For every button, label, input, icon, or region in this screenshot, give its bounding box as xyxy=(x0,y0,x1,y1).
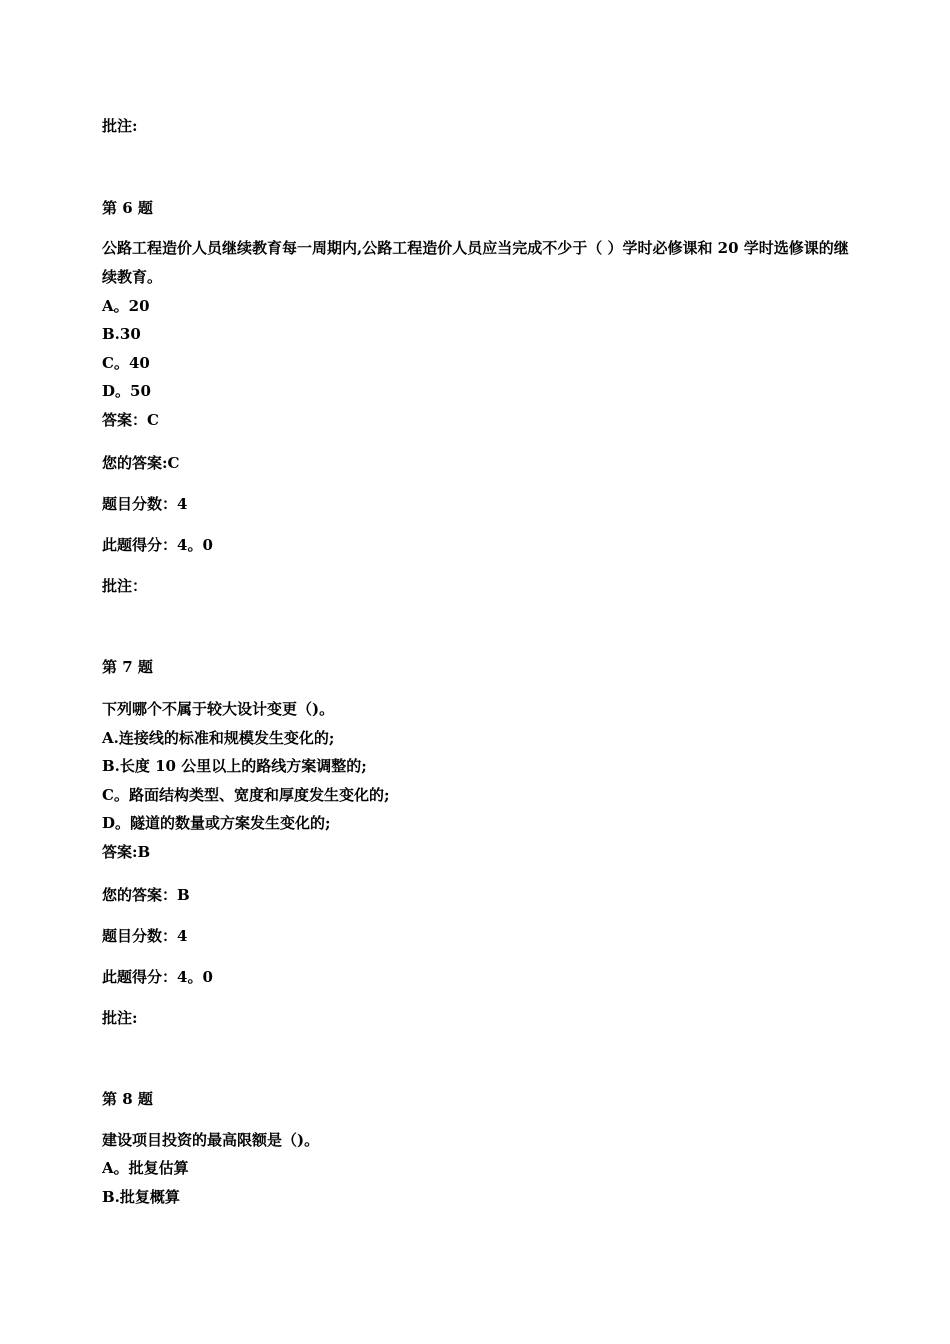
q7-got: 此题得分：4。0 xyxy=(102,968,213,986)
q6-option-a: A。20 xyxy=(102,297,150,315)
q7-score: 题目分数：4 xyxy=(102,927,188,945)
q7-your-answer: 您的答案：B xyxy=(102,886,190,904)
q7-option-d: D。隧道的数量或方案发生变化的; xyxy=(102,814,331,832)
q7-answer: 答案:B xyxy=(102,843,151,861)
q8-title: 第 8 题 xyxy=(102,1090,153,1108)
q6-option-c: C。40 xyxy=(102,354,150,372)
top-note: 批注: xyxy=(102,117,138,135)
q7-option-a: A.连接线的标准和规模发生变化的; xyxy=(102,729,335,747)
q7-note: 批注: xyxy=(102,1009,138,1027)
q8-option-b: B.批复概算 xyxy=(102,1188,180,1206)
q8-stem: 建设项目投资的最高限额是（)。 xyxy=(102,1131,320,1149)
q7-option-c: C。路面结构类型、宽度和厚度发生变化的; xyxy=(102,786,390,804)
q8-option-a: A。批复估算 xyxy=(102,1159,189,1177)
q7-stem: 下列哪个不属于较大设计变更（)。 xyxy=(102,700,335,718)
q7-title: 第 7 题 xyxy=(102,658,153,676)
q6-note: 批注： xyxy=(102,577,148,595)
q6-score: 题目分数：4 xyxy=(102,495,188,513)
q6-stem: 公路工程造价人员继续教育每一周期内,公路工程造价人员应当完成不少于（ ）学时必修课和 20 学时选修课的继续教育。 xyxy=(102,239,849,286)
q7-option-b: B.长度 10 公里以上的路线方案调整的; xyxy=(102,757,367,775)
q6-your-answer: 您的答案:C xyxy=(102,454,180,472)
q6-title: 第 6 题 xyxy=(102,199,153,217)
q6-option-b: B.30 xyxy=(102,325,141,343)
q6-got: 此题得分：4。0 xyxy=(102,536,213,554)
q6-answer: 答案：C xyxy=(102,411,159,429)
q6-option-d: D。50 xyxy=(102,382,151,400)
